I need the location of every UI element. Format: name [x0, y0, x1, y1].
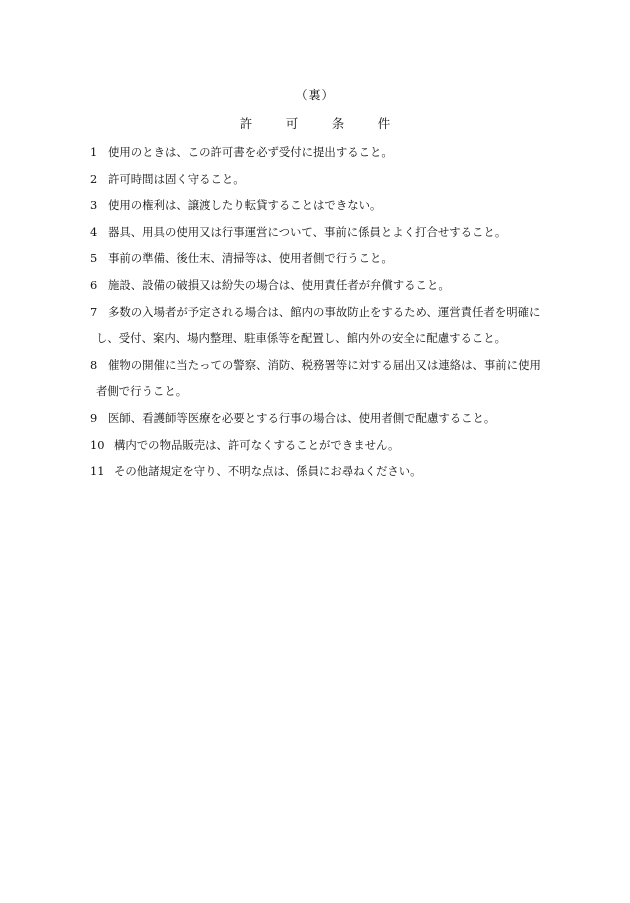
condition-text: 使用の権利は、譲渡したり転貸することはできない。: [108, 198, 382, 213]
condition-text: 施設、設備の破損又は紛失の場合は、使用責任者が弁償すること。: [108, 277, 450, 292]
reverse-side-note: （裏）: [295, 88, 335, 102]
condition-item: [90, 245, 560, 272]
condition-item: [90, 139, 560, 166]
condition-number: 11: [90, 464, 105, 479]
condition-number: 5: [90, 251, 98, 266]
condition-item: [90, 299, 560, 352]
condition-item: [90, 352, 560, 405]
condition-number: 2: [90, 171, 98, 186]
title-char: 条: [331, 116, 345, 131]
title-char: 件: [377, 116, 391, 131]
condition-number: 3: [90, 198, 98, 213]
condition-text-continuation: 者側で行うこと。: [96, 384, 188, 399]
condition-item: [90, 272, 560, 299]
condition-text: 催物の開催に当たっての警察、消防、税務署等に対する届出又は連絡は、事前に使用: [108, 357, 541, 372]
condition-item: [90, 405, 560, 432]
condition-number: 1: [90, 145, 98, 159]
condition-text: 事前の準備、後仕末、清掃等は、使用者側で行うこと。: [108, 251, 393, 266]
condition-text: 許可時間は固く守ること。: [108, 171, 245, 186]
condition-text: 構内での物品販売は、許可なくすることができません。: [114, 437, 400, 452]
page-title: [0, 114, 630, 132]
condition-number: 10: [90, 437, 105, 452]
condition-text-continuation: し、受付、案内、場内整理、駐車係等を配置し、館内外の安全に配慮すること。: [96, 331, 507, 346]
condition-number: 8: [90, 357, 98, 372]
condition-number: 4: [90, 224, 98, 239]
condition-text: 使用のときは、この許可書を必ず受付に提出すること。: [108, 145, 393, 159]
condition-number: 7: [90, 304, 98, 319]
title-char: 許: [239, 116, 253, 131]
conditions-list: [90, 139, 560, 485]
condition-item: [90, 166, 560, 193]
condition-item: [90, 192, 560, 219]
condition-number: 6: [90, 277, 98, 292]
condition-text: 器具、用具の使用又は行事運営について、事前に係員とよく打合せすること。: [108, 224, 507, 239]
condition-text: 医師、看護師等医療を必要とする行事の場合は、使用者側で配慮すること。: [108, 410, 496, 425]
title-char: 可: [285, 116, 299, 131]
condition-item: [90, 458, 560, 485]
condition-item: [90, 432, 560, 459]
condition-text: その他諸規定を守り、不明な点は、係員にお尋ねください。: [114, 464, 422, 479]
condition-item: [90, 219, 560, 246]
condition-text: 多数の入場者が予定される場合は、館内の事故防止をするため、運営責任者を明確に: [108, 304, 541, 319]
condition-number: 9: [90, 410, 98, 425]
